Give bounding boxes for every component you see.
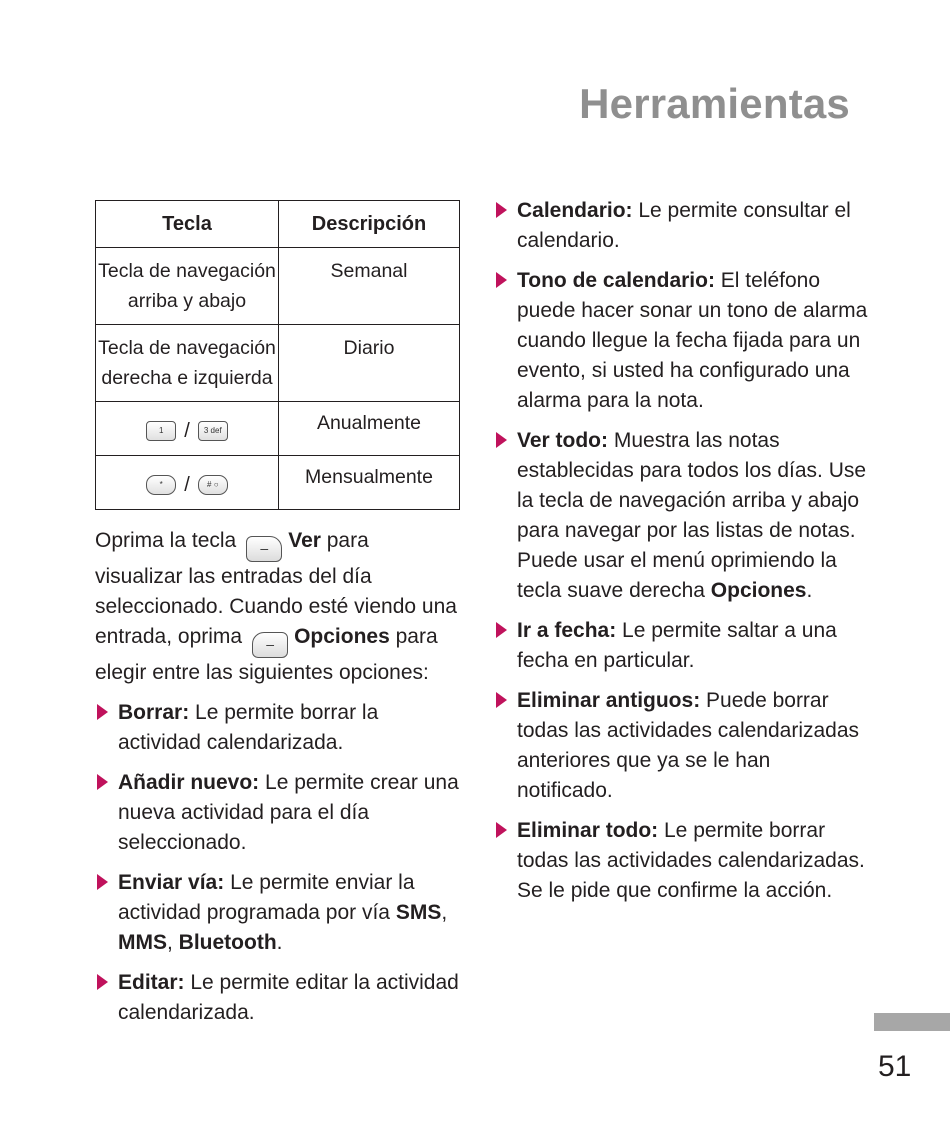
intro-paragraph [95, 526, 460, 688]
list-item [494, 266, 869, 416]
table-row [96, 248, 460, 325]
options-label: Opciones [294, 625, 390, 648]
bullet-arrow-icon [97, 704, 108, 720]
list-item [494, 196, 869, 256]
left-option-list [95, 698, 460, 1028]
list-item [95, 768, 460, 858]
table-cell-key [96, 402, 279, 456]
option-text: . [276, 931, 283, 954]
list-item [95, 698, 460, 758]
option-term: Eliminar todo: [517, 819, 659, 842]
option-term: Calendario: [517, 199, 633, 222]
option-bold: MMS [118, 931, 167, 954]
intro-text: Oprima la tecla [95, 529, 237, 552]
right-option-list [494, 196, 869, 906]
table-row [96, 325, 460, 402]
option-bold: Opciones [710, 579, 807, 602]
option-bold: SMS [395, 901, 442, 924]
page-title: Herramientas [579, 80, 850, 127]
table-row [96, 456, 460, 510]
page-number: 51 [878, 1050, 912, 1083]
key-hash-icon: # ○ [198, 475, 228, 495]
option-text: , [167, 931, 179, 954]
option-term: Añadir nuevo: [118, 771, 260, 794]
intro-text: para elegir entre las siguientes opciones: [95, 625, 438, 684]
key-separator: / [184, 420, 190, 442]
table-cell-key [96, 456, 279, 510]
table-header-key: Tecla [96, 201, 279, 248]
option-text: Le permite borrar todas las actividades calendarizadas. Se le pide que confirme la acción. [517, 819, 865, 902]
key-3-icon: 3 def [198, 421, 228, 441]
key-table [95, 200, 460, 510]
view-label: Ver [288, 529, 321, 552]
bullet-arrow-icon [496, 622, 507, 638]
bullet-arrow-icon [496, 822, 507, 838]
option-term: Ver todo: [517, 429, 609, 452]
option-text: Le permite crear una nueva actividad para el día seleccionado. [118, 771, 459, 854]
table-cell-desc: Diario [279, 325, 460, 402]
option-text: Le permite editar la actividad calendarizada. [118, 971, 459, 1024]
section-tab-marker [874, 1013, 950, 1031]
key-separator: / [184, 474, 190, 496]
list-item [494, 816, 869, 906]
table-cell-desc: Semanal [279, 248, 460, 325]
bullet-arrow-icon [496, 432, 507, 448]
table-row [96, 402, 460, 456]
option-text: Muestra las notas establecidas para todos los días. Use la tecla de navegación arriba y abajo para navegar por las listas de notas. Puede usar el menú oprimiendo la tecla suave derecha [517, 429, 867, 602]
bullet-arrow-icon [97, 974, 108, 990]
table-cell-desc: Anualmente [279, 402, 460, 456]
bullet-arrow-icon [496, 272, 507, 288]
right-softkey-icon: – [252, 632, 288, 658]
bullet-arrow-icon [496, 202, 507, 218]
option-text: El teléfono puede hacer sonar un tono de alarma cuando llegue la fecha fijada para un evento, si usted ha configurado una alarma para la nota. [517, 269, 868, 412]
option-bold: Bluetooth [178, 931, 277, 954]
list-item [95, 968, 460, 1028]
right-column [494, 196, 869, 916]
table-header-desc: Descripción [279, 201, 460, 248]
option-text: Le permite enviar la actividad programada por vía [118, 871, 415, 924]
table-cell-desc: Mensualmente [279, 456, 460, 510]
table-header-row [96, 201, 460, 248]
option-text: Puede borrar todas las actividades calendarizadas anteriores que ya se le han notificado. [517, 689, 860, 802]
bullet-arrow-icon [97, 874, 108, 890]
list-item [95, 868, 460, 958]
option-text: , [441, 901, 448, 924]
bullet-arrow-icon [496, 692, 507, 708]
option-text: Le permite saltar a una fecha en particular. [517, 619, 837, 672]
option-text: . [806, 579, 813, 602]
left-softkey-icon: – [246, 536, 282, 562]
option-term: Enviar vía: [118, 871, 225, 894]
option-term: Eliminar antiguos: [517, 689, 701, 712]
table-cell-key: Tecla de navegación arriba y abajo [96, 248, 279, 325]
intro-text: para visualizar las entradas del día seleccionado. Cuando esté viendo una entrada, oprima [95, 529, 457, 648]
list-item [494, 426, 869, 606]
option-term: Borrar: [118, 701, 190, 724]
key-1-icon: 1 [146, 421, 176, 441]
option-term: Tono de calendario: [517, 269, 715, 292]
table-cell-key: Tecla de navegación derecha e izquierda [96, 325, 279, 402]
option-term: Ir a fecha: [517, 619, 617, 642]
list-item [494, 686, 869, 806]
option-text: Le permite consultar el calendario. [517, 199, 851, 252]
option-term: Editar: [118, 971, 185, 994]
list-item [494, 616, 869, 676]
option-text: Le permite borrar la actividad calendarizada. [118, 701, 379, 754]
left-column [95, 200, 460, 1038]
bullet-arrow-icon [97, 774, 108, 790]
key-star-icon: * [146, 475, 176, 495]
